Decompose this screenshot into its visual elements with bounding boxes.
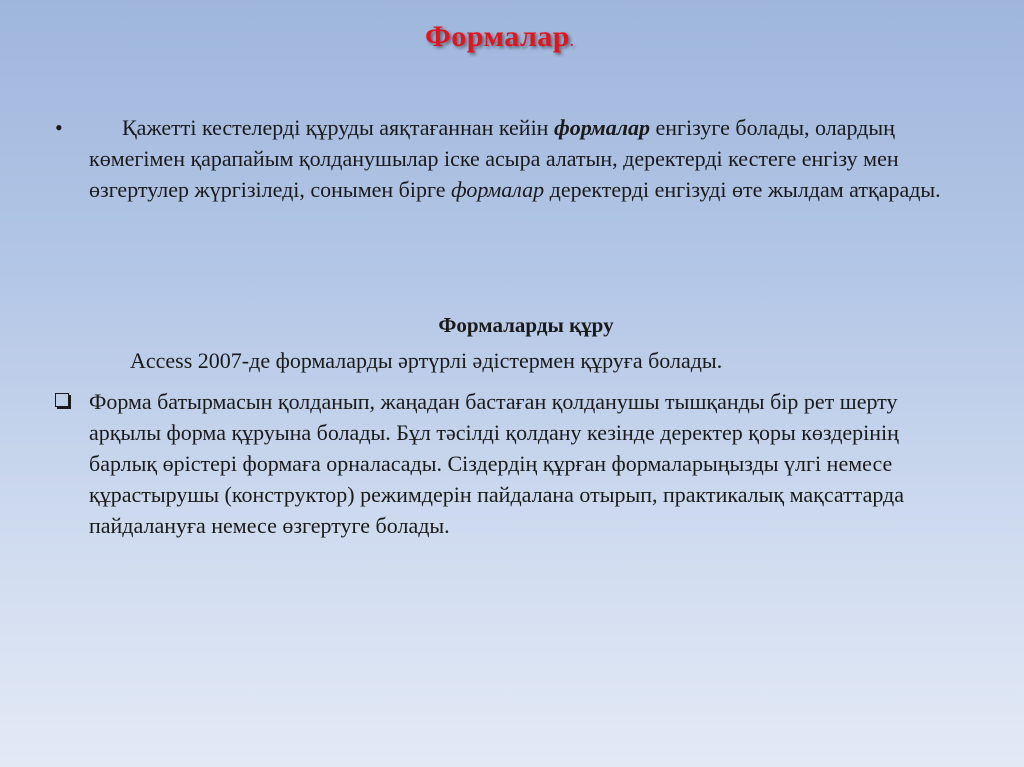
section-heading: Формаларды құру <box>438 313 614 337</box>
slide-title <box>0 20 1024 54</box>
intro-paragraph-text <box>89 112 965 205</box>
form-button-paragraph-text: Форма батырмасын қолданып, жаңадан бастаған қолданушы тышқанды бір рет шерту арқылы форма құруына болады. Бұл тәсілді қолдану кезінде деректер қоры көздерінің барлық өрістері формаға орналасады. Сіздердің құрған формаларыңызды үлгі немесе құрастырушы (конструктор) режимдерін пайдалана отырып, практикалық мақсаттарда пайдалануға немесе өзгертуге болады. <box>89 389 904 538</box>
intro-text-segment-3: деректерді енгізуді өте жылдам атқарады. <box>544 177 941 202</box>
slide-title-text: Формалар <box>424 20 570 53</box>
access-intro-line: Access 2007-де формаларды әртүрлі әдістермен құруға болады. <box>130 348 723 373</box>
bullet-icon: • <box>55 115 63 140</box>
form-button-paragraph <box>55 386 970 541</box>
intro-emphasis-1: формалар <box>553 115 650 140</box>
checkbox-bullet-icon <box>55 393 69 407</box>
intro-emphasis-2: формалар <box>450 177 545 202</box>
intro-paragraph <box>55 112 965 205</box>
intro-text-segment-2: енгізуге болады, олардың көмегімен қарапайым қолданушылар іске асыра алатын, деректерді кестеге енгізу мен өзгертулер жүргізіледі, сонымен бірге <box>89 115 899 202</box>
slide-title-dot: . <box>570 35 574 50</box>
intro-text-segment-1: Қажетті кестелерді құруды аяқтағаннан кейін <box>122 115 554 140</box>
